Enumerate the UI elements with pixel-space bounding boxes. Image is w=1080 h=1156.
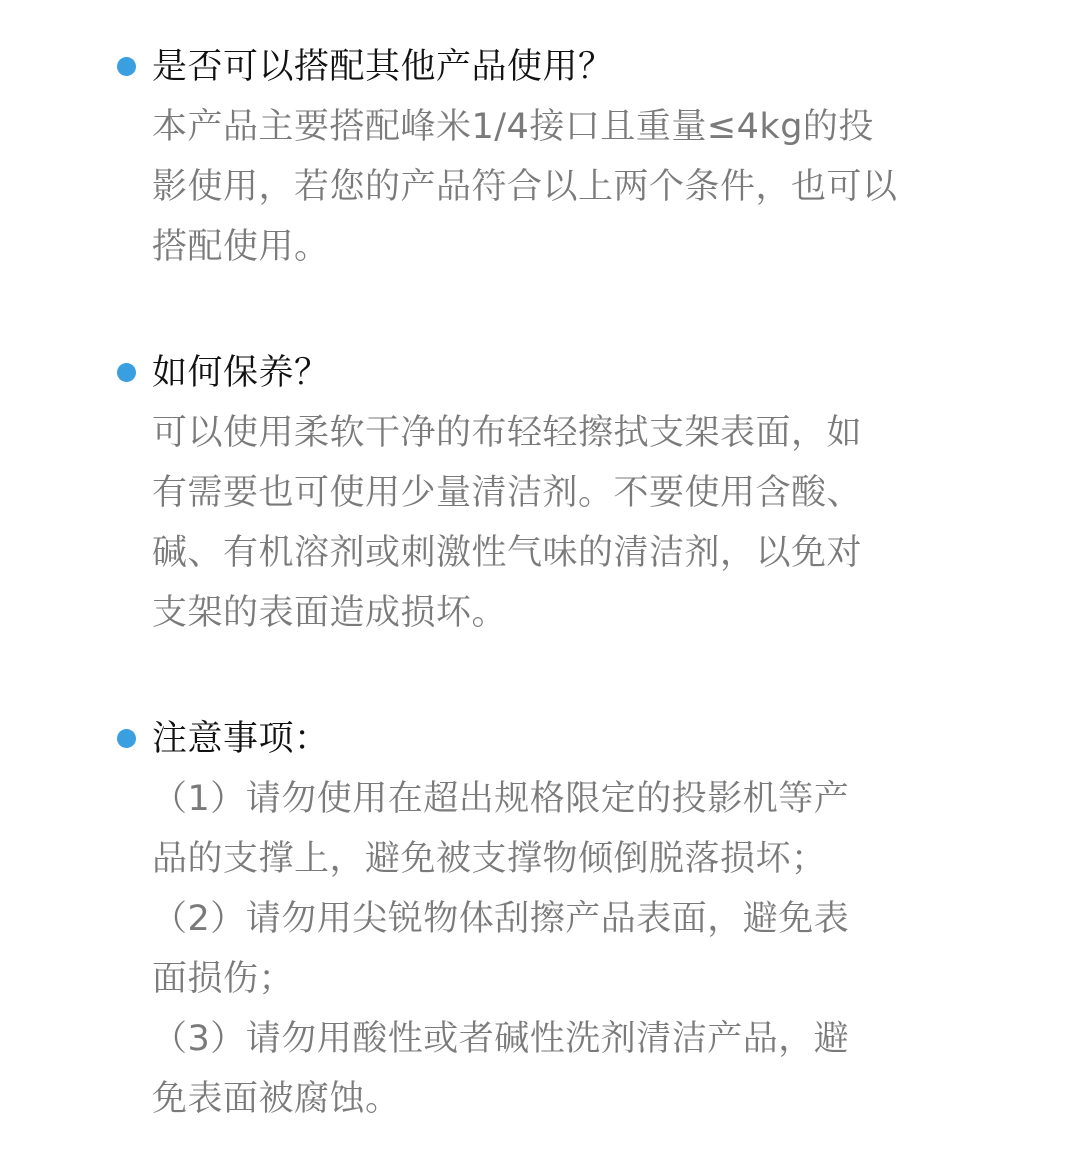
body-text-line: 有需要也可使用少量清洁剂。不要使用含酸、 xyxy=(152,473,863,513)
body-text-line: （3）请勿用酸性或者碱性洗剂清洁产品，避 xyxy=(152,1019,850,1059)
body-text-line: 影使用，若您的产品符合以上两个条件，也可以 xyxy=(152,167,898,207)
body-text-line: 碱、有机溶剂或刺激性气味的清洁剂，以免对 xyxy=(152,533,863,573)
body-text-line: 本产品主要搭配峰米1/4接口且重量≤4kg的投 xyxy=(152,107,874,147)
faq-section-maintenance xyxy=(0,343,1080,643)
bullet-dot-icon xyxy=(117,729,136,748)
section-body xyxy=(152,769,942,1129)
body-text-line: 支架的表面造成损坏。 xyxy=(152,593,508,633)
section-heading-row xyxy=(0,343,1080,403)
section-heading-row xyxy=(0,37,1080,97)
bullet-dot-icon xyxy=(117,363,136,382)
faq-section-precautions xyxy=(0,709,1080,1129)
body-text-line: 搭配使用。 xyxy=(152,227,330,267)
faq-section-compatibility xyxy=(0,37,1080,277)
bullet-dot-icon xyxy=(117,57,136,76)
section-heading: 注意事项： xyxy=(152,719,330,759)
body-text-line: 面损伤； xyxy=(152,959,295,999)
body-text-line: 免表面被腐蚀。 xyxy=(152,1079,401,1119)
section-heading: 如何保养？ xyxy=(152,353,330,393)
section-heading: 是否可以搭配其他产品使用？ xyxy=(152,47,614,87)
section-body xyxy=(152,403,942,643)
body-text-line: （1）请勿使用在超出规格限定的投影机等产 xyxy=(152,779,850,819)
body-text-line: （2）请勿用尖锐物体刮擦产品表面，避免表 xyxy=(152,899,850,939)
body-text-line: 可以使用柔软干净的布轻轻擦拭支架表面，如 xyxy=(152,413,863,453)
section-body xyxy=(152,97,942,277)
body-text-line: 品的支撑上，避免被支撑物倾倒脱落损坏； xyxy=(152,839,827,879)
section-heading-row xyxy=(0,709,1080,769)
